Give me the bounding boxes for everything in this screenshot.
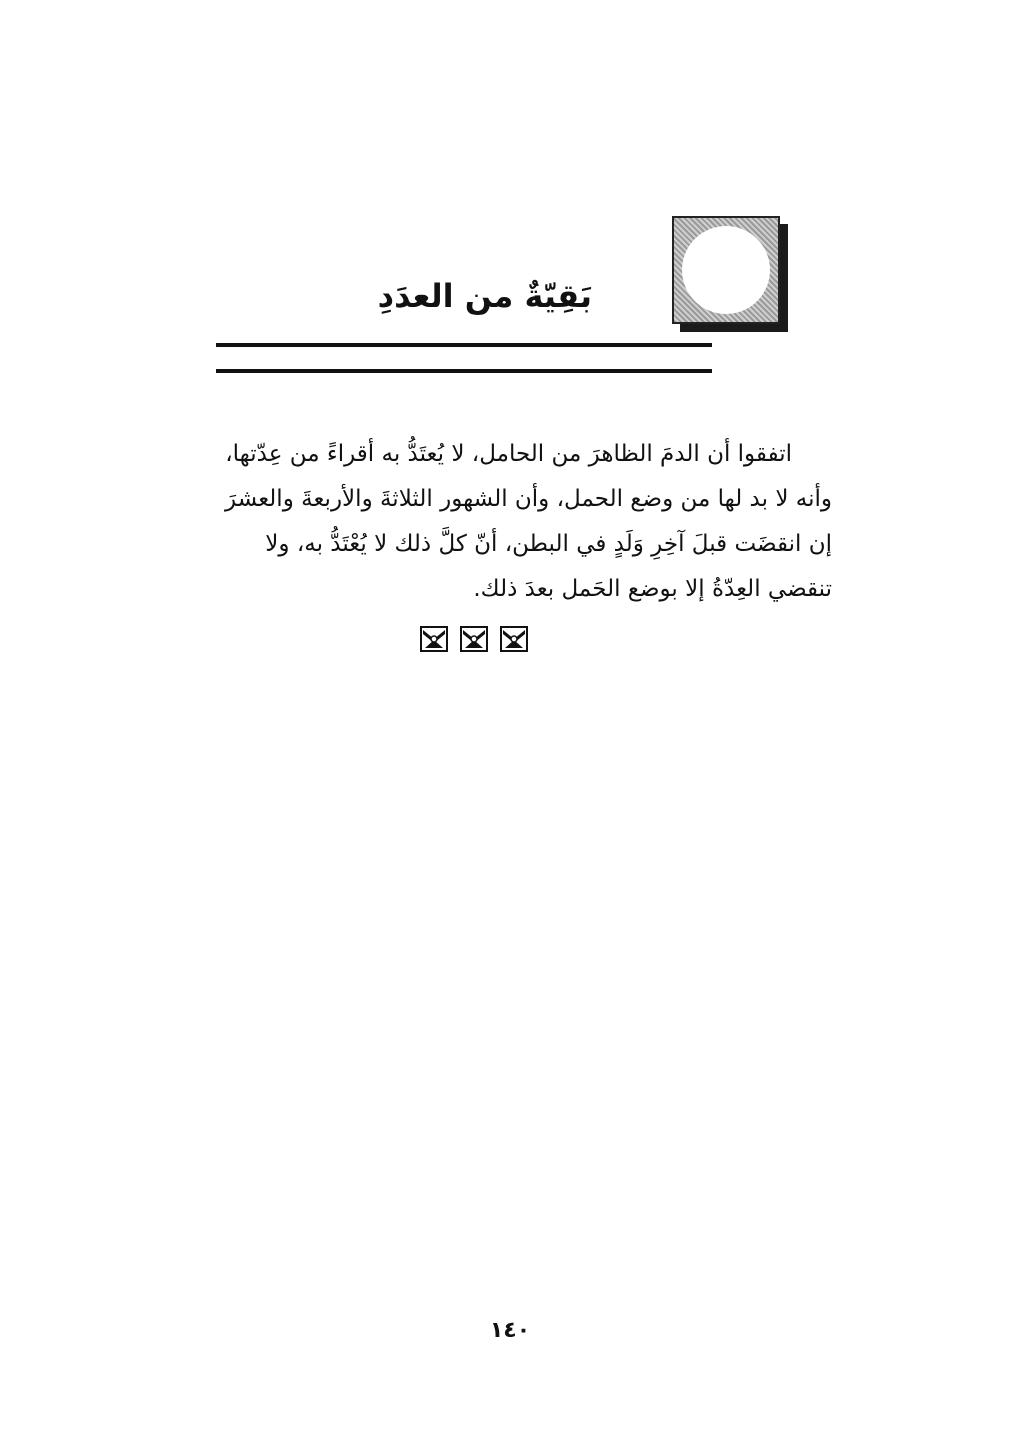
floral-ornament-icon xyxy=(420,626,448,652)
body-line: إن انقضَت قبلَ آخِرِ وَلَدٍ في البطن، أنّ كلَّ ذلك لا يُعْتَدُّ به، ولا xyxy=(265,531,832,557)
section-separator xyxy=(420,626,528,652)
chapter-title: بَقِيّةٌ من العدَدِ xyxy=(377,277,592,315)
body-line: تنقضي العِدّةُ إلا بوضع الحَمل بعدَ ذلك. xyxy=(473,576,832,602)
ornament-circle xyxy=(682,226,770,314)
title-rule-top xyxy=(216,343,712,347)
floral-ornament-icon xyxy=(500,626,528,652)
chapter-ornament-icon xyxy=(672,216,780,324)
floral-ornament-icon xyxy=(460,626,488,652)
body-line: اتفقوا أن الدمَ الظاهرَ من الحامل، لا يُعتَدُّ به أقراءً من عِدّتها، xyxy=(225,441,792,467)
page-number: ١٤٠ xyxy=(489,1318,531,1343)
body-line: وأنه لا بد لها من وضع الحمل، وأن الشهور الثلاثةَ والأربعةَ والعشرَ xyxy=(225,486,832,512)
title-rule-bottom xyxy=(216,369,712,373)
ornament-frame xyxy=(672,216,780,324)
body-paragraph xyxy=(110,432,832,612)
